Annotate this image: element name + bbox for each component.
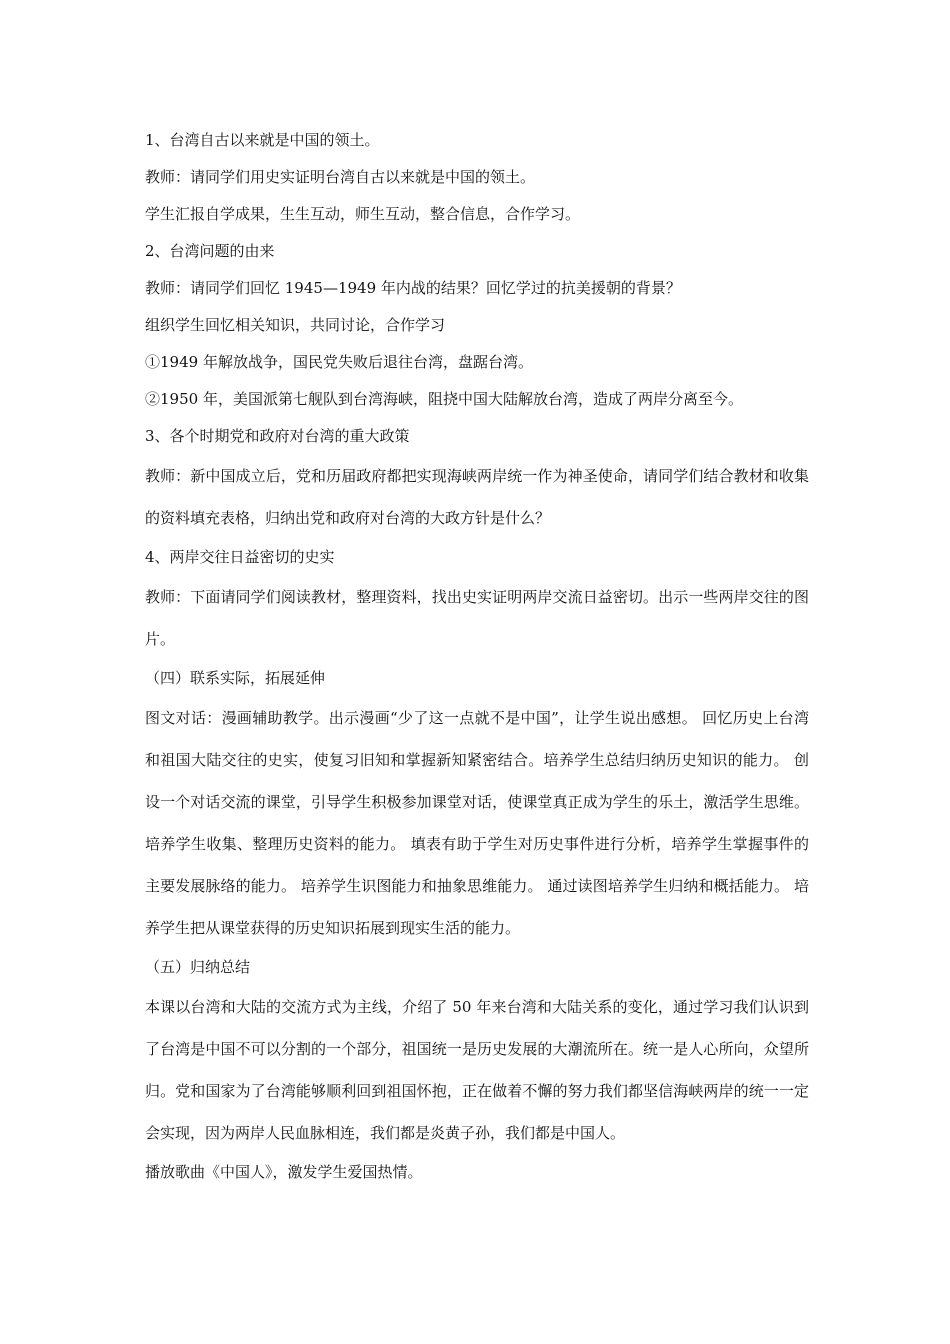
- section-four-heading: （四）联系实际，拓展延伸: [145, 669, 326, 687]
- teacher-prompt-2: 教师：请同学们回忆 1945—1949 年内战的结果？回忆学过的抗美援朝的背景？: [145, 279, 681, 297]
- document-body: [145, 122, 809, 1191]
- teacher-prompt-1: 教师：请同学们用史实证明台湾自古以来就是中国的领土。: [145, 168, 536, 186]
- section-five-heading: （五）归纳总结: [145, 958, 251, 976]
- fact-1949: ①1949 年解放战争，国民党失败后退往台湾，盘踞台湾。: [145, 353, 533, 371]
- heading-policies: 3、各个时期党和政府对台湾的重大政策: [145, 427, 410, 445]
- heading-taiwan-territory: 1、台湾自古以来就是中国的领土。: [145, 131, 380, 149]
- section-four-body: 图文对话：漫画辅助教学。出示漫画“少了这一点就不是中国”，让学生说出感想。 回忆历史上台湾和祖国大陆交往的史实，使复习旧知和掌握新知紧密结合。培养学生总结归纳历史知识的能力。 创设一个对话交流的课堂，引导学生积极参加课堂对话，使课堂真正成为学生的乐土，激活学生思维。 培养学生收集、整理历史资料的能力。 填表有助于学生对历史事件进行分析，培养学生掌握事件的主要发展脉络的能力。 培养学生识图能力和抽象思维能力。 通过读图培养学生归纳和概括能力。 培养学生把从课堂获得的历史知识拓展到现实生活的能力。: [145, 709, 809, 937]
- section-five-body: 本课以台湾和大陆的交流方式为主线，介绍了 50 年来台湾和大陆关系的变化，通过学习我们认识到了台湾是中国不可以分割的一个部分，祖国统一是历史发展的大潮流所在。统一是人心所向，众望所归。党和国家为了台湾能够顺利回到祖国怀抱，正在做着不懈的努力我们都坚信海峡两岸的统一一定会实现，因为两岸人民血脉相连，我们都是炎黄子孙，我们都是中国人。: [145, 998, 809, 1142]
- teacher-prompt-4: 教师：下面请同学们阅读教材，整理资料，找出史实证明两岸交流日益密切。出示一些两岸交往的图片。: [145, 588, 809, 648]
- student-activity-1: 学生汇报自学成果，生生互动，师生互动，整合信息，合作学习。: [145, 205, 581, 223]
- heading-taiwan-issue-origin: 2、台湾问题的由来: [145, 242, 275, 260]
- teacher-prompt-3: 教师：新中国成立后，党和历届政府都把实现海峡两岸统一作为神圣使命，请同学们结合教材和收集的资料填充表格，归纳出党和政府对台湾的大政方针是什么？: [145, 467, 809, 527]
- student-activity-2: 组织学生回忆相关知识，共同讨论，合作学习: [145, 316, 446, 334]
- heading-cross-strait-exchange: 4、两岸交往日益密切的史实: [145, 548, 335, 566]
- fact-1950: ②1950 年，美国派第七舰队到台湾海峡，阻挠中国大陆解放台湾，造成了两岸分离至今。: [145, 390, 743, 408]
- closing-activity: 播放歌曲《中国人》，激发学生爱国热情。: [145, 1163, 423, 1181]
